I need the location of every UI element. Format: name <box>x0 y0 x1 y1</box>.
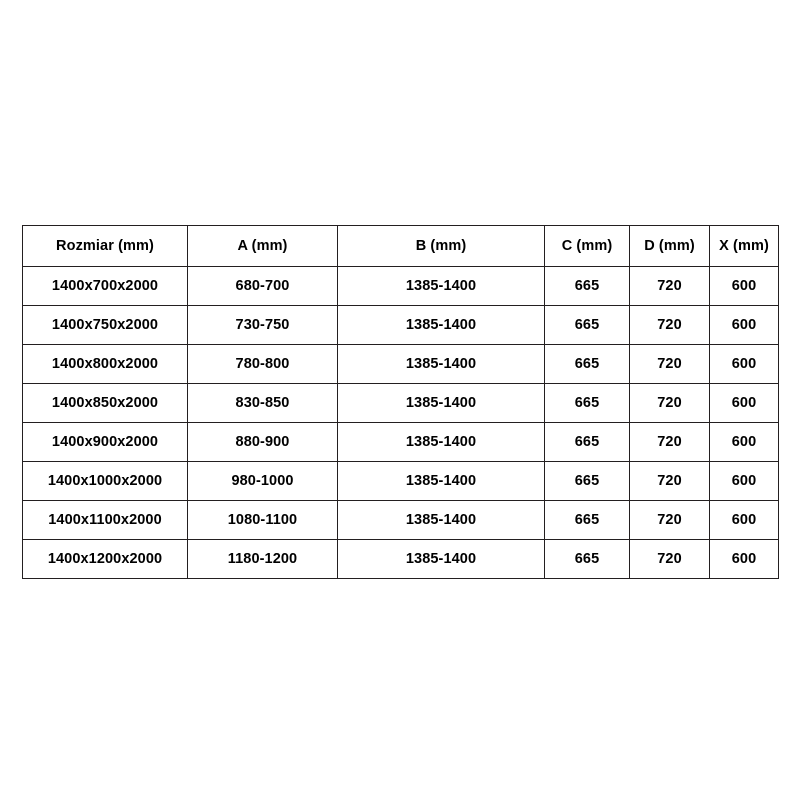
cell-d: 720 <box>630 501 710 540</box>
cell-c: 665 <box>545 501 630 540</box>
cell-a: 880-900 <box>188 423 338 462</box>
column-header-d: D (mm) <box>630 226 710 267</box>
cell-size: 1400x1200x2000 <box>23 540 188 579</box>
cell-b: 1385-1400 <box>338 306 545 345</box>
table-body <box>23 267 779 579</box>
cell-x: 600 <box>710 306 779 345</box>
cell-b: 1385-1400 <box>338 423 545 462</box>
cell-a: 830-850 <box>188 384 338 423</box>
cell-d: 720 <box>630 423 710 462</box>
spec-table-container <box>22 225 778 579</box>
cell-a: 680-700 <box>188 267 338 306</box>
cell-x: 600 <box>710 267 779 306</box>
table-row <box>23 540 779 579</box>
cell-a: 730-750 <box>188 306 338 345</box>
table-row <box>23 267 779 306</box>
cell-b: 1385-1400 <box>338 384 545 423</box>
table-row <box>23 501 779 540</box>
cell-d: 720 <box>630 267 710 306</box>
cell-b: 1385-1400 <box>338 540 545 579</box>
cell-c: 665 <box>545 462 630 501</box>
cell-a: 1080-1100 <box>188 501 338 540</box>
cell-c: 665 <box>545 384 630 423</box>
cell-a: 980-1000 <box>188 462 338 501</box>
table-row <box>23 462 779 501</box>
cell-size: 1400x700x2000 <box>23 267 188 306</box>
cell-size: 1400x1100x2000 <box>23 501 188 540</box>
column-header-b: B (mm) <box>338 226 545 267</box>
table-header <box>23 226 779 267</box>
cell-c: 665 <box>545 540 630 579</box>
table-row <box>23 345 779 384</box>
column-header-x: X (mm) <box>710 226 779 267</box>
cell-d: 720 <box>630 306 710 345</box>
cell-d: 720 <box>630 462 710 501</box>
cell-d: 720 <box>630 540 710 579</box>
table-header-row <box>23 226 779 267</box>
cell-c: 665 <box>545 423 630 462</box>
cell-b: 1385-1400 <box>338 267 545 306</box>
cell-a: 780-800 <box>188 345 338 384</box>
cell-c: 665 <box>545 345 630 384</box>
dimensions-table <box>22 225 779 579</box>
cell-b: 1385-1400 <box>338 462 545 501</box>
cell-c: 665 <box>545 306 630 345</box>
cell-b: 1385-1400 <box>338 345 545 384</box>
column-header-a: A (mm) <box>188 226 338 267</box>
cell-size: 1400x850x2000 <box>23 384 188 423</box>
table-row <box>23 384 779 423</box>
cell-x: 600 <box>710 540 779 579</box>
table-row <box>23 306 779 345</box>
column-header-size: Rozmiar (mm) <box>23 226 188 267</box>
cell-size: 1400x1000x2000 <box>23 462 188 501</box>
cell-x: 600 <box>710 462 779 501</box>
cell-size: 1400x750x2000 <box>23 306 188 345</box>
cell-size: 1400x900x2000 <box>23 423 188 462</box>
cell-size: 1400x800x2000 <box>23 345 188 384</box>
cell-a: 1180-1200 <box>188 540 338 579</box>
cell-c: 665 <box>545 267 630 306</box>
cell-d: 720 <box>630 384 710 423</box>
cell-b: 1385-1400 <box>338 501 545 540</box>
cell-x: 600 <box>710 384 779 423</box>
cell-x: 600 <box>710 423 779 462</box>
table-row <box>23 423 779 462</box>
cell-x: 600 <box>710 345 779 384</box>
cell-d: 720 <box>630 345 710 384</box>
column-header-c: C (mm) <box>545 226 630 267</box>
cell-x: 600 <box>710 501 779 540</box>
